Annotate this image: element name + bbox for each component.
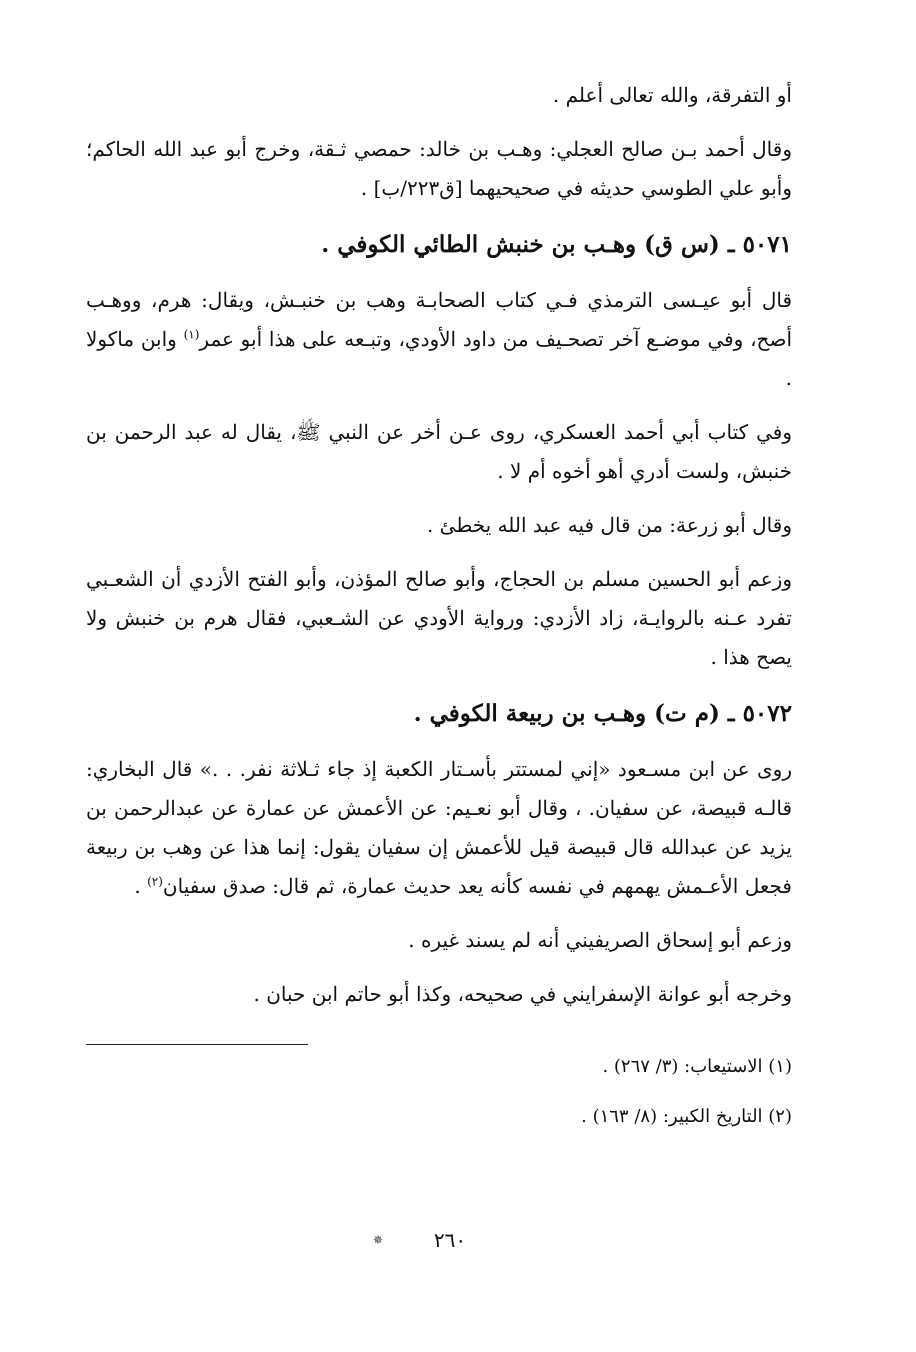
paragraph bbox=[86, 281, 792, 398]
paragraph: وزعم أبو إسحاق الصريفيني أنه لم يسند غيره . bbox=[408, 928, 792, 952]
footnote-ref[interactable]: (٢) bbox=[147, 874, 163, 889]
paragraph: وقال أبو زرعة: من قال فيه عبد الله يخطئ . bbox=[426, 513, 792, 537]
paragraph: أو التفرقة، والله تعالى أعلم . bbox=[552, 83, 792, 107]
footnote: (١) الاستيعاب: (٣/ ٢٦٧) . bbox=[602, 1056, 792, 1077]
paragraph: وزعم أبو الحسين مسلم بن الحجاج، وأبو صالح المؤذن، وأبو الفتح الأزدي أن الشعـبي تفرد عـنه بالروايـة، زاد الأزدي: ورواية الأودي عن الشـعبي، فقال هرم بن خنبش ولا يصح هذا . bbox=[86, 567, 792, 669]
entry-heading: ٥٠٧١ ـ (س ق) وهـب بن خنبش الطائي الكوفي . bbox=[321, 231, 792, 258]
paragraph: وخرجه أبو عوانة الإسفرايني في صحيحه، وكذا أبو حاتم ابن حبان . bbox=[253, 982, 792, 1006]
ornament-icon: ✵ bbox=[373, 1233, 384, 1247]
paragraph bbox=[86, 750, 792, 906]
paragraph-text: . bbox=[134, 874, 148, 898]
footnote-ref[interactable]: (١) bbox=[183, 327, 200, 342]
paragraph: وفي كتاب أبي أحمد العسكري، روى عـن أخر عن النبي ﷺ، يقال له عبد الرحمن بن خنبش، ولست أدري أهو أخوه أم لا . bbox=[86, 420, 792, 483]
paragraph-text: روى عن ابن مسـعود «إني لمستتر بأسـتار الكعبة إذ جاء ثـلاثة نفر. . .» قال البخاري: قالـه قبيصة، عن سفيان. ، وقال أبو نعـيم: عن الأعمش عن عمارة عن عبدالرحمن بن يزيد عن عبدالله قال قبيصة قيل للأعمش إن سفيان يقول: إنما هذا عن وهب بن ربيعة فجعل الأعـمش يهمهم في نفسه كأنه يعد حديث عمارة، ثم قال: صدق سفيان bbox=[86, 757, 792, 898]
entry-heading: ٥٠٧٢ ـ (م ت) وهـب بن ربيعة الكوفي . bbox=[413, 700, 792, 727]
page-body bbox=[86, 76, 792, 1131]
footnote: (٢) التاريخ الكبير: (٨/ ١٦٣) . bbox=[581, 1106, 792, 1127]
footnote-separator bbox=[86, 1044, 792, 1045]
paragraph: وقال أحمد بـن صالح العجلي: وهـب بن خالد: حمصي ثـقة، وخرج أبو عبد الله الحاكم؛ وأبو علي الطوسي حديثه في صحيحيهما [ق٢٢٣/ب] . bbox=[86, 137, 792, 200]
paragraph-text: وابن ماكولا . bbox=[86, 327, 792, 390]
page-number: ٢٦٠ bbox=[433, 1228, 467, 1252]
paragraph-text: قال أبو عيـسى الترمذي فـي كتاب الصحابـة وهب بن خنبـش، ويقال: هرم، ووهـب أصح، وفي موضـع آخر تصحـيف من داود الأودي، وتبـعه على هذا أبو عمر bbox=[86, 288, 792, 351]
footnote-rule bbox=[86, 1044, 308, 1045]
